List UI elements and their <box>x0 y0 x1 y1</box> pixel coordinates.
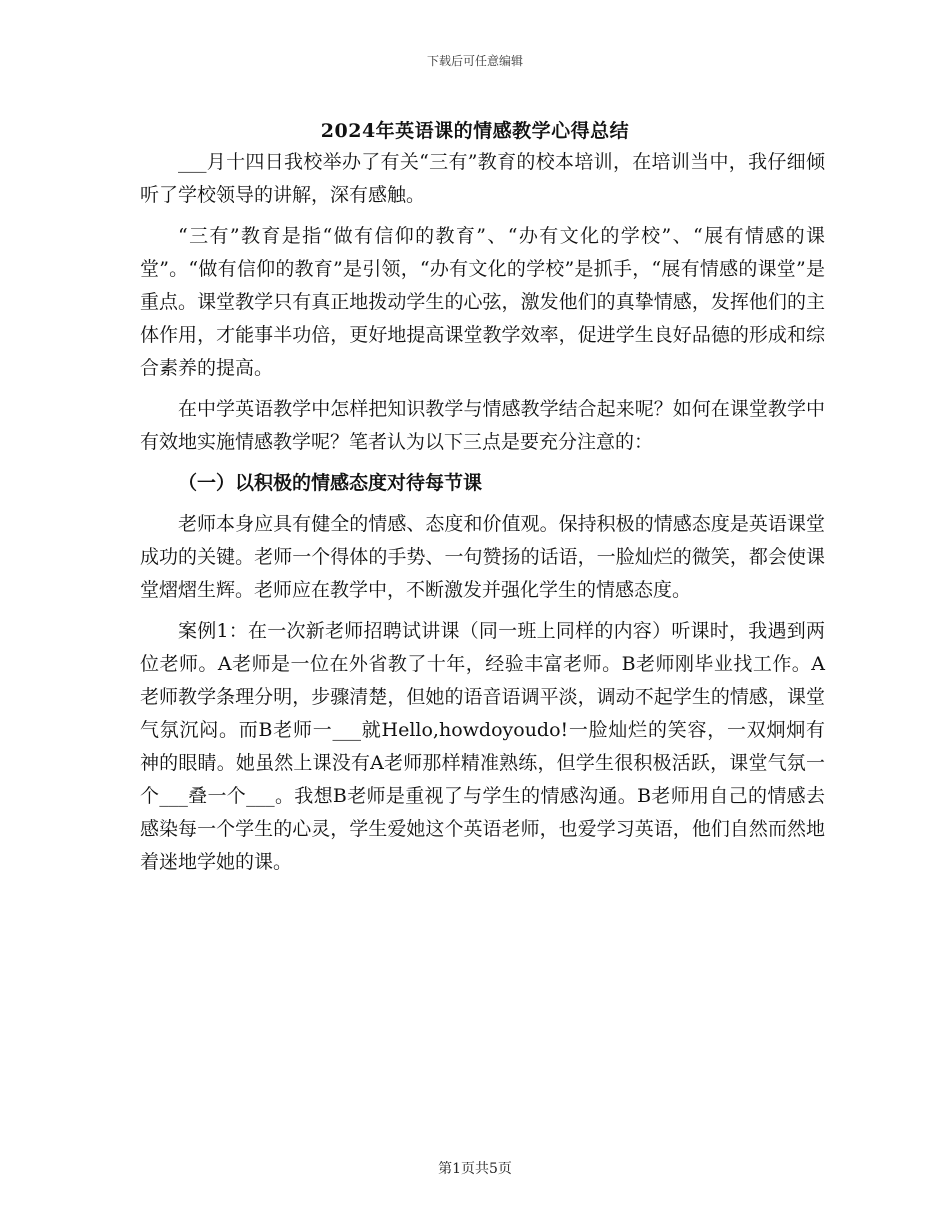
page-indicator: 第1页共5页 <box>438 1161 512 1177</box>
document-title: 2024年英语课的情感教学心得总结 <box>320 120 630 142</box>
paragraph-training-intro: ___月十四日我校举办了有关“三有”教育的校本培训，在培训当中，我仔细倾听了学校领导的讲解，深有感触。 <box>140 151 825 206</box>
paragraph-three-haves: “三有”教育是指“做有信仰的教育”、“办有文化的学校”、“展有情感的课堂”。“做有信仰的教育”是引领，“办有文化的学校”是抓手，“展有情感的课堂”是重点。课堂教学只有真正地拨动学生的心弦，激发他们的真挚情感，发挥他们的主体作用，才能事半功倍，更好地提高课堂教学效率，促进学生良好品德的形成和综合素养的提高。 <box>140 225 825 379</box>
header-note: 下载后可任意编辑 <box>426 54 523 68</box>
document-body <box>140 146 825 879</box>
paragraph-teacher-attitude: 老师本身应具有健全的情感、态度和价值观。保持积极的情感态度是英语课堂成功的关键。老师一个得体的手势、一句赞扬的话语，一脸灿烂的微笑，都会使课堂熠熠生辉。老师应在教学中，不断激发并强化学生的情感态度。 <box>140 513 825 601</box>
paragraph-case-1: 案例1：在一次新老师招聘试讲课（同一班上同样的内容）听课时，我遇到两位老师。A老师是一位在外省教了十年，经验丰富老师。B老师刚毕业找工作。A老师教学条理分明，步骤清楚，但她的语音语调平淡，调动不起学生的情感，课堂气氛沉闷。而B老师一___就Hello,howdoyoudo!一脸灿烂的笑容，一双炯炯有神的眼睛。她虽然上课没有A老师那样精准熟练，但学生很积极活跃，课堂气氛一个___叠一个___。我想B老师是重视了与学生的情感沟通。B老师用自己的情感去感染每一个学生的心灵，学生爱她这个英语老师，也爱学习英语，他们自然而然地着迷地学她的课。 <box>140 620 825 873</box>
section-heading-1: （一）以积极的情感态度对待每节课 <box>178 472 483 494</box>
paragraph-question: 在中学英语教学中怎样把知识教学与情感教学结合起来呢？如何在课堂教学中有效地实施情感教学呢？笔者认为以下三点是要充分注意的： <box>140 398 825 453</box>
